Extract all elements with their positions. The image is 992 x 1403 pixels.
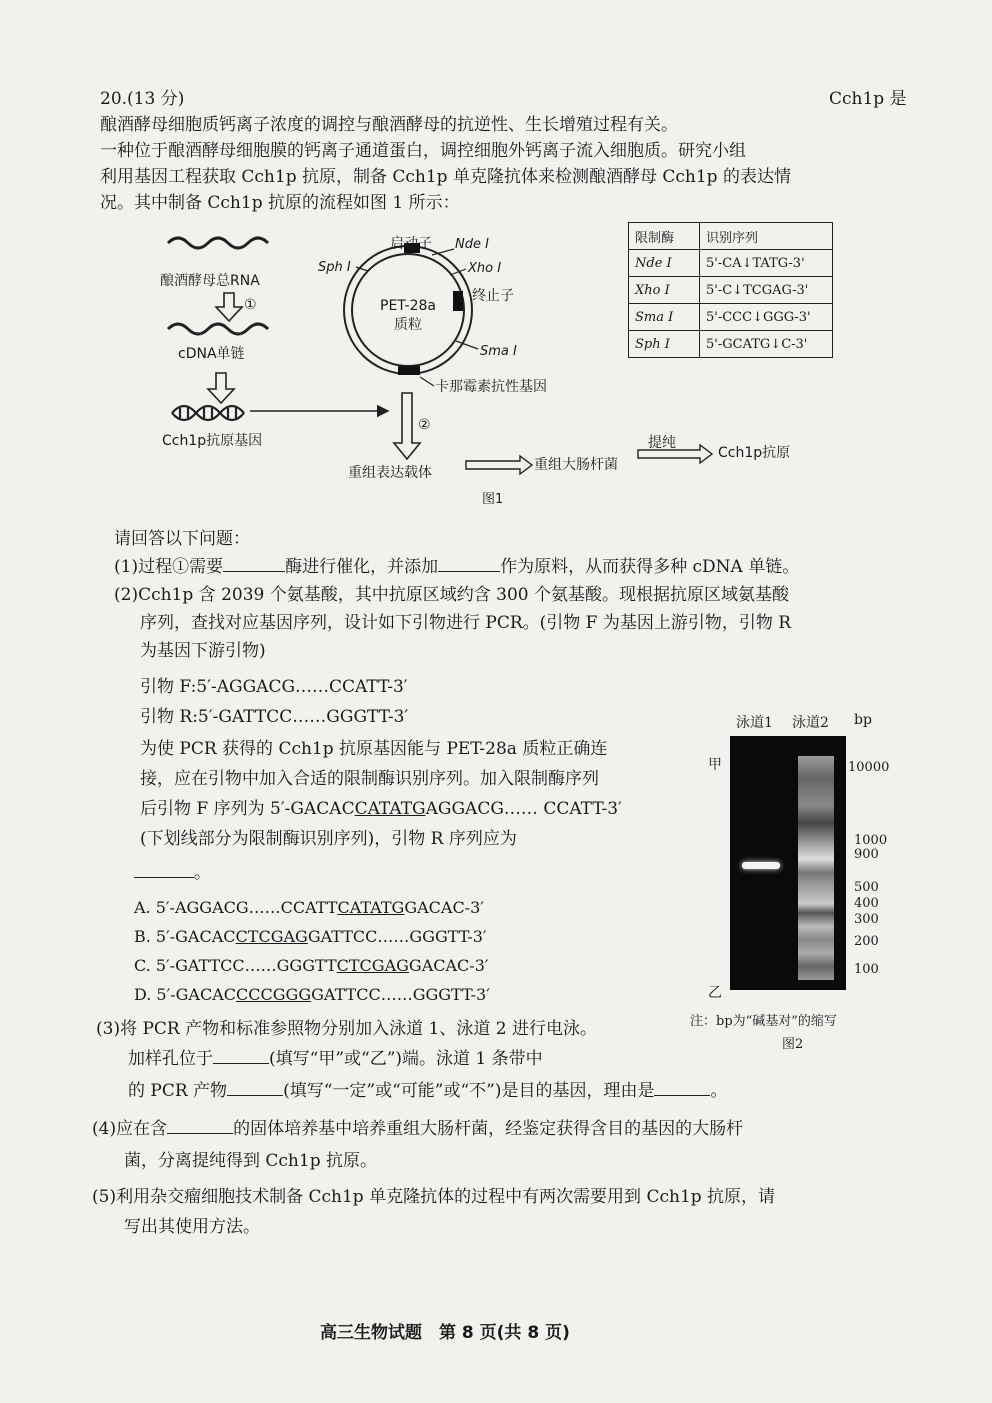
q3-c2: (填写“一定”或“可能”或“不”)是目的基因，理由是 bbox=[283, 1081, 655, 1101]
q3-b2: (填写“甲”或“乙”)端。泳道 1 条带中 bbox=[269, 1049, 543, 1069]
table-header-enzyme: 限制酶 bbox=[629, 223, 700, 250]
gel-image bbox=[730, 736, 846, 990]
rna-wave bbox=[168, 238, 268, 248]
option-underlined: CATATG bbox=[337, 898, 405, 917]
answer-blank[interactable] bbox=[438, 557, 500, 572]
well-end-label: 甲 bbox=[708, 757, 722, 773]
q5-a: (5)利用杂交瘤细胞技术制备 Cch1p 单克隆抗体的过程中有两次需要用到 Cch1p 抗原，请 bbox=[92, 1187, 776, 1207]
marker-400: 400 bbox=[854, 896, 879, 911]
figure2-caption: 图2 bbox=[782, 1037, 804, 1052]
kan-block bbox=[398, 366, 420, 375]
table-row bbox=[629, 304, 833, 331]
marker-500: 500 bbox=[854, 880, 879, 895]
kan-label: 卡那霉素抗性基因 bbox=[435, 379, 547, 395]
answer-blank[interactable] bbox=[227, 1081, 283, 1096]
q3-c1: 的 PCR 产物 bbox=[128, 1081, 228, 1101]
hollow-arrow-3 bbox=[394, 393, 420, 459]
option-underlined: CTCGAG bbox=[336, 956, 409, 975]
answer-blank[interactable] bbox=[213, 1049, 269, 1064]
enzyme-name: Xho Ⅰ bbox=[629, 277, 700, 304]
q2-body-2: 接，应在引物中加入合适的限制酶识别序列。加入限制酶序列 bbox=[140, 769, 599, 789]
enzyme-sequence: 5'-C↓TCGAG-3' bbox=[700, 277, 833, 304]
question-score: (13 分) bbox=[127, 89, 185, 109]
q5-b: 写出其使用方法。 bbox=[124, 1217, 260, 1237]
marker-200: 200 bbox=[854, 934, 879, 949]
question-number: 20. bbox=[100, 89, 128, 109]
antigen-label: Cch1p抗原 bbox=[718, 445, 791, 461]
answer-blank[interactable] bbox=[223, 557, 285, 572]
q2-line-3: 为基因下游引物) bbox=[140, 641, 266, 661]
figure1-caption: 图1 bbox=[482, 492, 504, 507]
q2-body-3 bbox=[140, 798, 622, 820]
double-arrow-1 bbox=[466, 456, 532, 474]
intro-line-2: 一种位于酿酒酵母细胞膜的钙离子通道蛋白，调控细胞外钙离子流入细胞质。研究小组 bbox=[100, 141, 746, 161]
option-a[interactable] bbox=[134, 898, 484, 917]
answer-blank[interactable] bbox=[134, 863, 194, 878]
option-underlined: CCCGGG bbox=[236, 985, 312, 1004]
q1-a: (1)过程①需要 bbox=[114, 557, 224, 577]
q3-b1: 加样孔位于 bbox=[128, 1049, 213, 1069]
enzyme-table bbox=[628, 222, 833, 358]
q4-a1: (4)应在含 bbox=[92, 1119, 168, 1139]
terminator-block bbox=[453, 291, 463, 311]
rna-label: 酿酒酵母总RNA bbox=[160, 273, 260, 289]
option-underlined: CTCGAG bbox=[235, 927, 308, 946]
q4-a2: 的固体培养基中培养重组大肠杆菌，经鉴定获得含目的基因的大肠杆 bbox=[233, 1119, 744, 1139]
enzyme-name: Sph Ⅰ bbox=[629, 331, 700, 358]
table-row bbox=[629, 250, 833, 277]
line3-post: AGGACG…… CCATT-3′ bbox=[425, 799, 622, 819]
option-c[interactable] bbox=[134, 956, 489, 975]
option-pre: C. 5′-GATTCC……GGGTT bbox=[134, 956, 337, 975]
kan-pointer bbox=[420, 377, 434, 386]
answer-blank[interactable] bbox=[167, 1119, 233, 1134]
option-post: GATTCC……GGGTT-3′ bbox=[307, 927, 487, 946]
gene-helix bbox=[172, 406, 244, 420]
q3-b bbox=[128, 1048, 543, 1070]
q3-a: (3)将 PCR 产物和标准参照物分别加入泳道 1、泳道 2 进行电泳。 bbox=[96, 1019, 597, 1039]
q2-body-4: (下划线部分为限制酶识别序列)，引物 R 序列应为 bbox=[140, 829, 517, 849]
question-header bbox=[100, 88, 184, 110]
q1-b: 酶进行催化，并添加 bbox=[285, 557, 439, 577]
enzyme-table-wrap bbox=[628, 222, 833, 358]
line3-underlined: CATATG bbox=[354, 799, 426, 819]
q2-end-mark: 。 bbox=[194, 863, 211, 883]
step2-label: ② bbox=[418, 417, 431, 433]
cdna-label: cDNA单链 bbox=[178, 346, 245, 362]
xho-label: Xho Ⅰ bbox=[468, 261, 502, 276]
marker-1000: 1000 bbox=[854, 833, 888, 848]
prompt: 请回答以下问题： bbox=[114, 529, 250, 549]
q1-c: 作为原料，从而获得多种 cDNA 单链。 bbox=[500, 557, 800, 577]
option-pre: B. 5′-GACAC bbox=[134, 927, 236, 946]
terminator-label: 终止子 bbox=[472, 288, 514, 304]
sma-label: Sma Ⅰ bbox=[480, 344, 517, 359]
q4-a bbox=[92, 1118, 743, 1140]
q2-line-1: (2)Cch1p 含 2039 个氨基酸，其中抗原区域约含 300 个氨基酸。现根据抗原区域氨基酸 bbox=[114, 585, 789, 605]
q1 bbox=[114, 556, 799, 578]
q3-c3: 。 bbox=[710, 1081, 728, 1101]
plasmid-name-1: PET-28a bbox=[380, 298, 436, 314]
intro-line-0: Cch1p 是 bbox=[829, 89, 907, 109]
option-post: GACAC-3′ bbox=[404, 898, 484, 917]
intro-line-1: 酿酒酵母细胞质钙离子浓度的调控与酿酒酵母的抗逆性、生长增殖过程有关。 bbox=[100, 115, 678, 135]
option-pre: A. 5′-AGGACG……CCATT bbox=[134, 898, 338, 917]
answer-blank[interactable] bbox=[654, 1081, 710, 1096]
marker-900: 900 bbox=[854, 847, 879, 862]
option-post: GACAC-3′ bbox=[408, 956, 489, 975]
bottom-end-label: 乙 bbox=[708, 985, 722, 1001]
purify-label: 提纯 bbox=[648, 435, 676, 451]
intro-paragraph bbox=[100, 112, 890, 216]
primer-f: 引物 F:5′-AGGACG……CCATT-3′ bbox=[140, 677, 408, 697]
marker-10000: 10000 bbox=[848, 760, 890, 775]
option-pre: D. 5′-GACAC bbox=[134, 985, 237, 1004]
lane2-label: 泳道2 bbox=[792, 715, 829, 731]
lane1-band bbox=[742, 862, 780, 869]
option-b[interactable] bbox=[134, 927, 487, 946]
lane2-ladder bbox=[798, 756, 834, 980]
enzyme-sequence: 5'-CA↓TATG-3' bbox=[700, 250, 833, 277]
promoter-label: 启动子 bbox=[390, 236, 432, 252]
q4-b: 菌，分离提纯得到 Cch1p 抗原。 bbox=[124, 1151, 377, 1171]
page-footer: 高三生物试题 第 8 页(共 8 页) bbox=[320, 1323, 570, 1343]
q2-line-2: 序列，查找对应基因序列，设计如下引物进行 PCR。(引物 F 为基因上游引物，引物 R bbox=[140, 613, 792, 633]
figure2 bbox=[706, 710, 906, 1010]
hollow-arrow-2 bbox=[208, 373, 234, 403]
table-header-sequence: 识别序列 bbox=[700, 223, 833, 250]
q3-c bbox=[128, 1080, 727, 1102]
option-d[interactable] bbox=[134, 985, 490, 1004]
table-row bbox=[629, 277, 833, 304]
vector-label: 重组表达载体 bbox=[348, 465, 432, 481]
hollow-arrow-1 bbox=[216, 293, 242, 321]
line3-pre: 后引物 F 序列为 5′-GACAC bbox=[140, 799, 355, 819]
intro-line-4: 况。其中制备 Cch1p 抗原的流程如图 1 所示： bbox=[100, 193, 460, 213]
option-post: GATTCC……GGGTT-3′ bbox=[311, 985, 490, 1004]
marker-100: 100 bbox=[854, 962, 879, 977]
cdna-wave bbox=[168, 324, 268, 334]
enzyme-name: Sma Ⅰ bbox=[629, 304, 700, 331]
ecoli-label: 重组大肠杆菌 bbox=[534, 457, 618, 473]
table-row bbox=[629, 331, 833, 358]
plasmid-name-2: 质粒 bbox=[394, 317, 422, 333]
sph-label: Sph Ⅰ bbox=[318, 260, 351, 275]
step1-label: ① bbox=[244, 297, 257, 313]
figure2-note: 注：bp为“碱基对”的缩写 bbox=[690, 1014, 837, 1029]
unit-label: bp bbox=[854, 712, 872, 728]
primer-r: 引物 R:5′-GATTCC……GGGTT-3′ bbox=[140, 707, 409, 727]
enzyme-sequence: 5'-CCC↓GGG-3' bbox=[700, 304, 833, 331]
intro-line-3: 利用基因工程获取 Cch1p 抗原，制备 Cch1p 单克隆抗体来检测酿酒酵母 Cch1p 的表达情 bbox=[100, 167, 791, 187]
q2-body-1: 为使 PCR 获得的 Cch1p 抗原基因能与 PET-28a 质粒正确连 bbox=[140, 739, 608, 759]
marker-300: 300 bbox=[854, 912, 879, 927]
enzyme-sequence: 5'-GCATG↓C-3' bbox=[700, 331, 833, 358]
table-header-row bbox=[629, 223, 833, 250]
gene-label: Cch1p抗原基因 bbox=[162, 433, 263, 449]
enzyme-name: Nde Ⅰ bbox=[629, 250, 700, 277]
q2-answer-line bbox=[134, 862, 211, 884]
lane1-label: 泳道1 bbox=[736, 715, 773, 731]
nde-label: Nde Ⅰ bbox=[455, 237, 489, 252]
